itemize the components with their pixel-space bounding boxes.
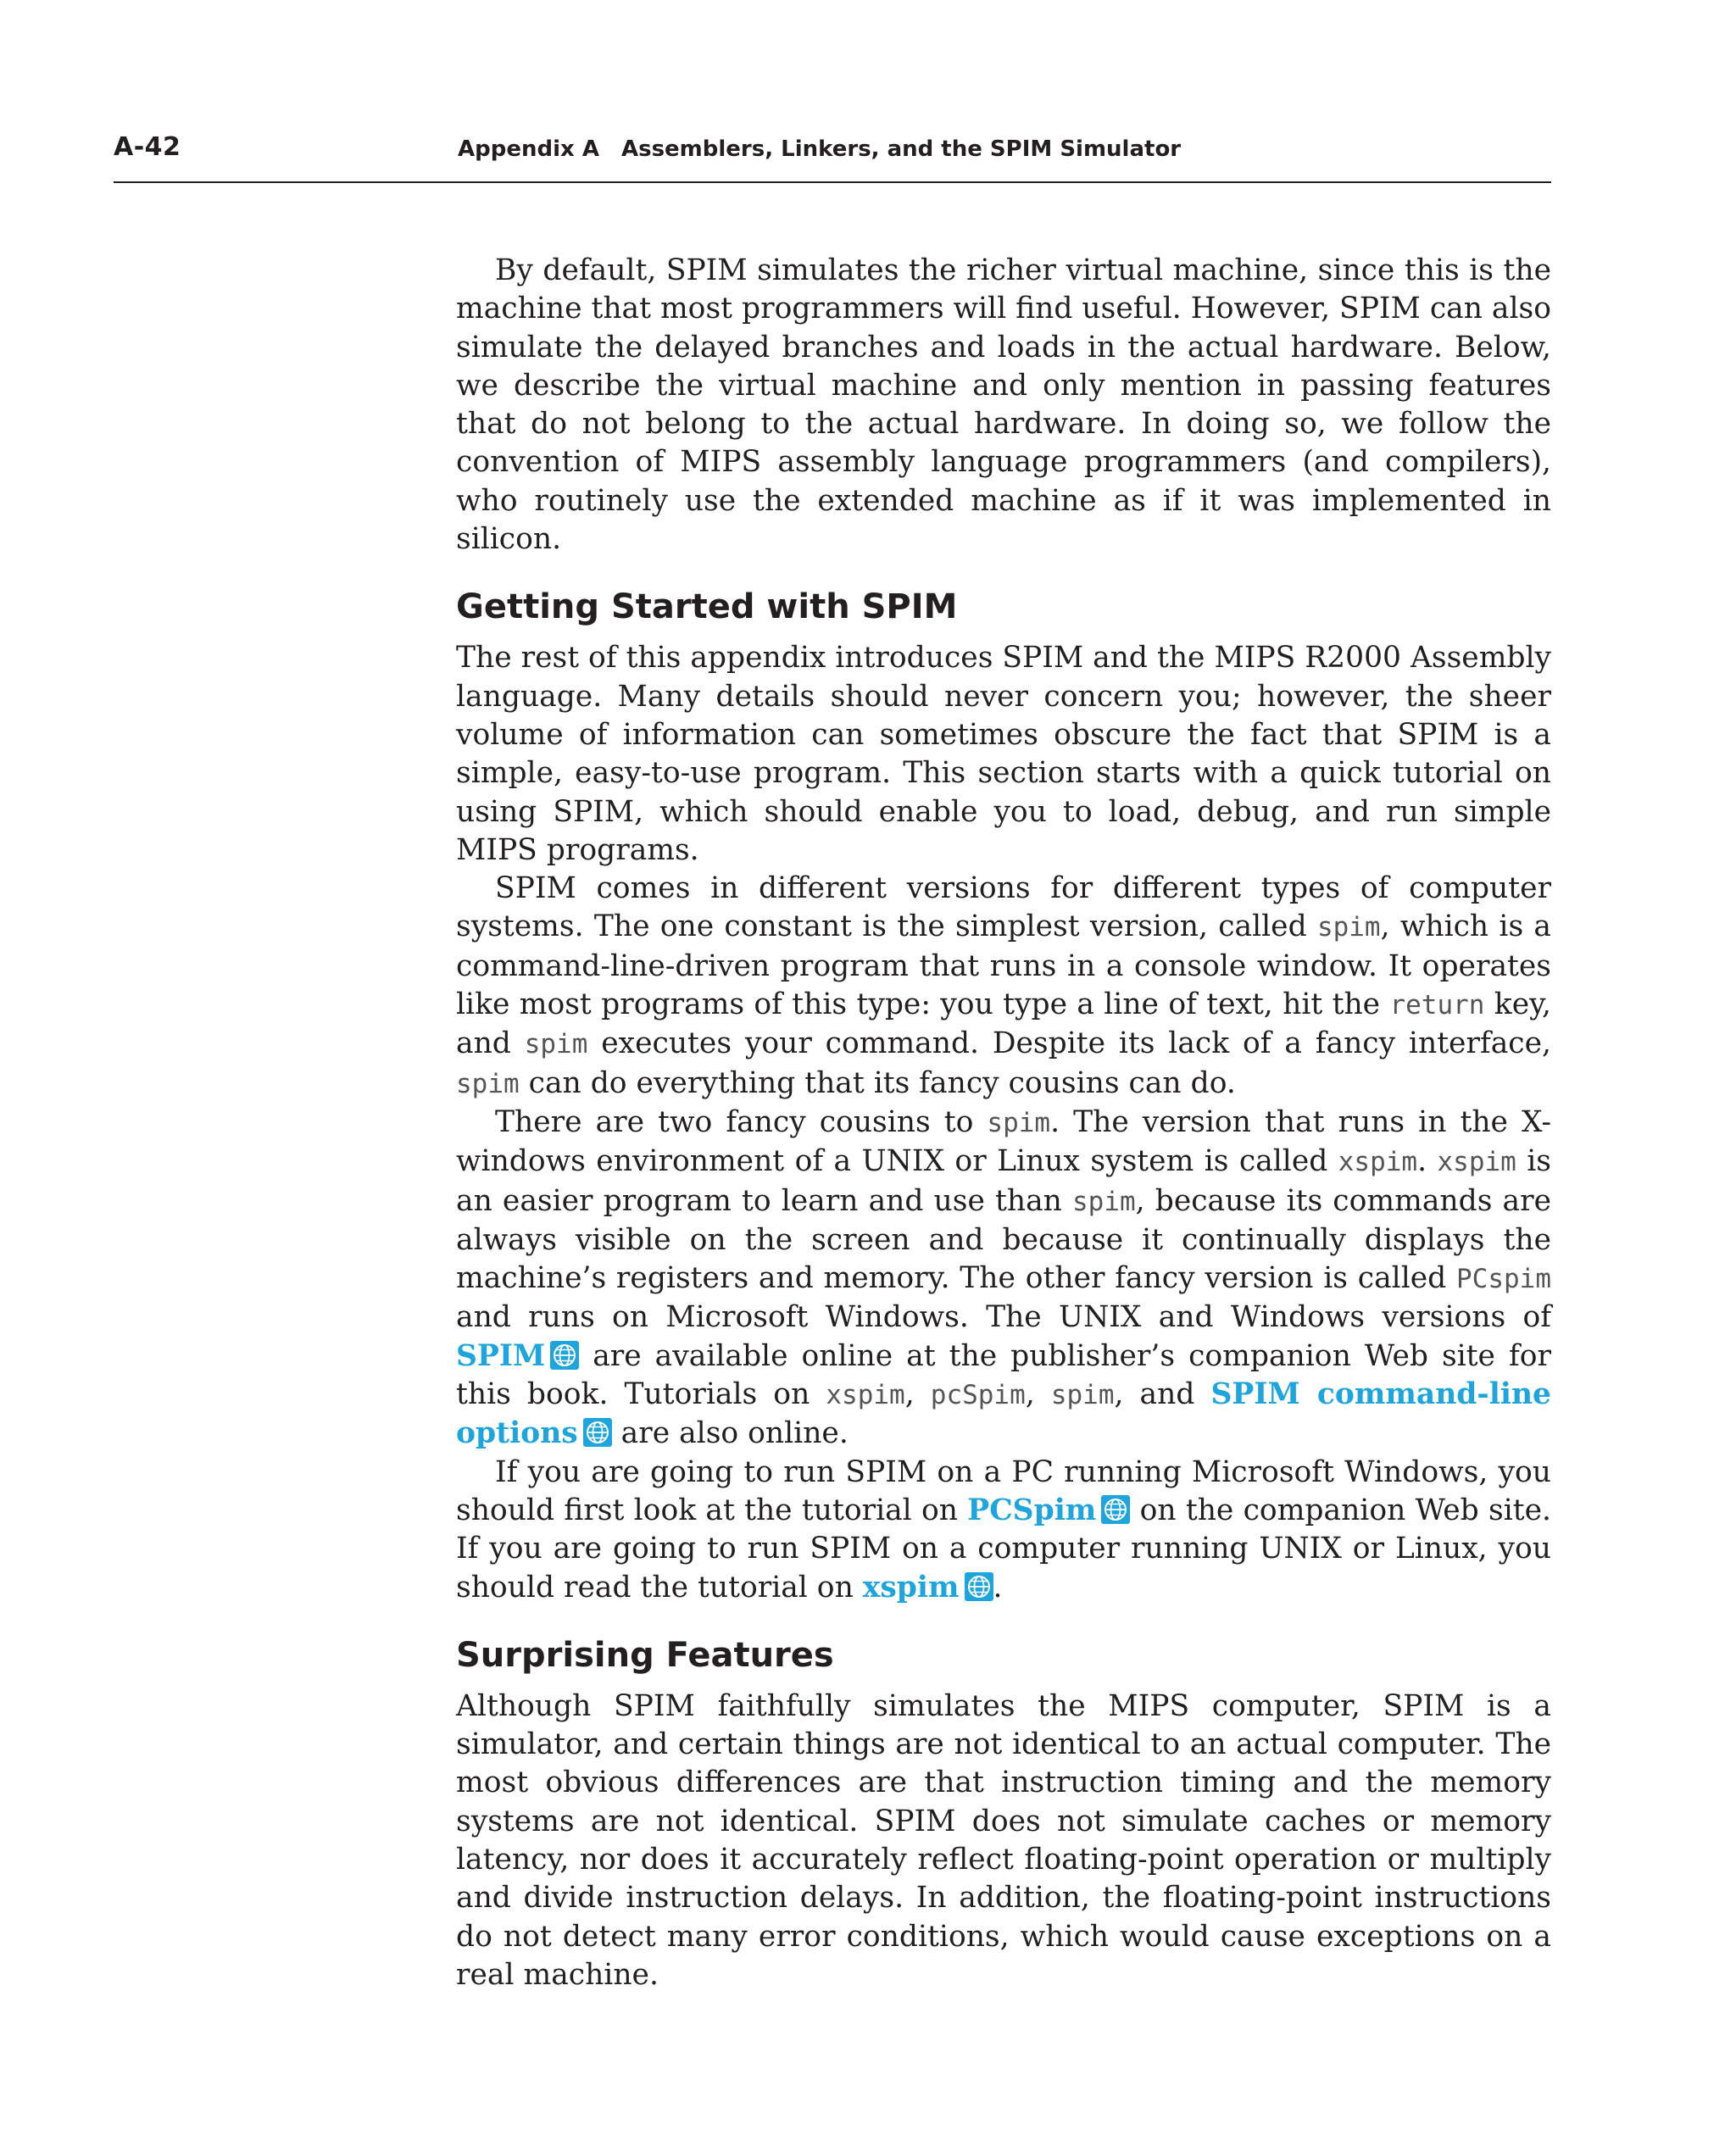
appendix-label: Appendix A — [458, 136, 599, 162]
link-xspim[interactable]: xspim — [862, 1570, 960, 1604]
globe-icon[interactable] — [550, 1341, 579, 1370]
code-spim: spim — [1050, 1380, 1115, 1411]
link-spim-command-line-options[interactable]: SPIM command-line options — [456, 1377, 1551, 1451]
globe-icon[interactable] — [1101, 1495, 1130, 1524]
code-spim: spim — [524, 1029, 588, 1060]
globe-icon[interactable] — [965, 1572, 993, 1601]
getting-started-paragraph-3: There are two fancy cousins to spim. The version that runs in the X-windows environment of a UNIX or Linux system is called xspim. xspim is an easier program to learn and use than spim, because its commands are always visible on the screen and because it continually displays the machine’s registers and memory. The other fancy version is called PCspim and runs on Microsoft Windows. The UNIX and Windows versions of SPIM are available online at the publisher’s companion Web site for this book. Tutorials on xspim, pcSpim, spim, and SPIM command-line options are also online. — [456, 1104, 1551, 1451]
code-spim: spim — [1072, 1186, 1136, 1217]
getting-started-paragraph-4: If you are going to run SPIM on a PC running Microsoft Windows, you should first look at the tutorial on PCSpim on the companion Web site. If you are going to run SPIM on a computer running UNIX or Linux, you should read the tutorial on xspim . — [456, 1454, 1551, 1604]
code-xspim: xspim — [826, 1380, 905, 1411]
running-head — [114, 132, 1551, 183]
globe-icon[interactable] — [583, 1418, 612, 1447]
code-xspim: xspim — [1437, 1147, 1516, 1178]
code-return: return — [1389, 990, 1485, 1021]
page-number: A-42 — [114, 132, 181, 162]
intro-paragraph: By default, SPIM simulates the richer virtual machine, since this is the machine that most programmers will find useful. However, SPIM can also simulate the delayed branches and loads in the actual hardware. Below, we describe the virtual machine and only mention in passing features that do not belong to the actual hardware. In doing so, we follow the convention of MIPS assembly language programmers (and compilers), who routinely use the extended machine as if it was implemented in silicon. — [456, 253, 1551, 557]
link-spim[interactable]: SPIM — [456, 1338, 546, 1373]
section-heading-getting-started: Getting Started with SPIM — [456, 587, 958, 627]
getting-started-paragraph-2: SPIM comes in different versions for different types of computer systems. The one constant is the simplest version, called spim, which is a command-line-driven program that runs in a console window. It operates like most programs of this type: you type a line of text, hit the return key, and spim executes your command. Despite its lack of a fancy interface, spim can do everything that its fancy cousins can do. — [456, 871, 1552, 1100]
page-body — [456, 252, 1551, 1994]
link-pcspim[interactable]: PCSpim — [967, 1493, 1097, 1527]
code-xspim: xspim — [1338, 1147, 1418, 1178]
chapter-title: Assemblers, Linkers, and the SPIM Simulator — [620, 136, 1182, 162]
code-spim: spim — [456, 1068, 520, 1099]
getting-started-paragraph-1: The rest of this appendix introduces SPIM and the MIPS R2000 Assembly language. Many details should never concern you; however, the sheer volume of information can sometimes obscure the fact that SPIM is a simple, easy-to-use program. This section starts with a quick tutorial on using SPIM, which should enable you to load, debug, and run simple MIPS programs. — [456, 641, 1552, 867]
surprising-features-paragraph: Although SPIM faithfully simulates the MIPS computer, SPIM is a simulator, and certain things are not identical to an actual computer. The most obvious differences are that instruction timing and the memory systems are not identical. SPIM does not simulate caches or memory latency, nor does it accurately reflect floating-point operation or multiply and divide instruction delays. In addition, the floating-point instructions do not detect many error conditions, which would cause exceptions on a real machine. — [456, 1688, 1551, 1992]
code-spim: spim — [1316, 912, 1381, 943]
section-heading-surprising-features: Surprising Features — [456, 1635, 834, 1675]
code-pcspim: pcSpim — [930, 1380, 1026, 1411]
code-pcspim: PCspim — [1456, 1264, 1551, 1295]
running-head-title — [458, 136, 1181, 162]
code-spim: spim — [987, 1107, 1051, 1138]
